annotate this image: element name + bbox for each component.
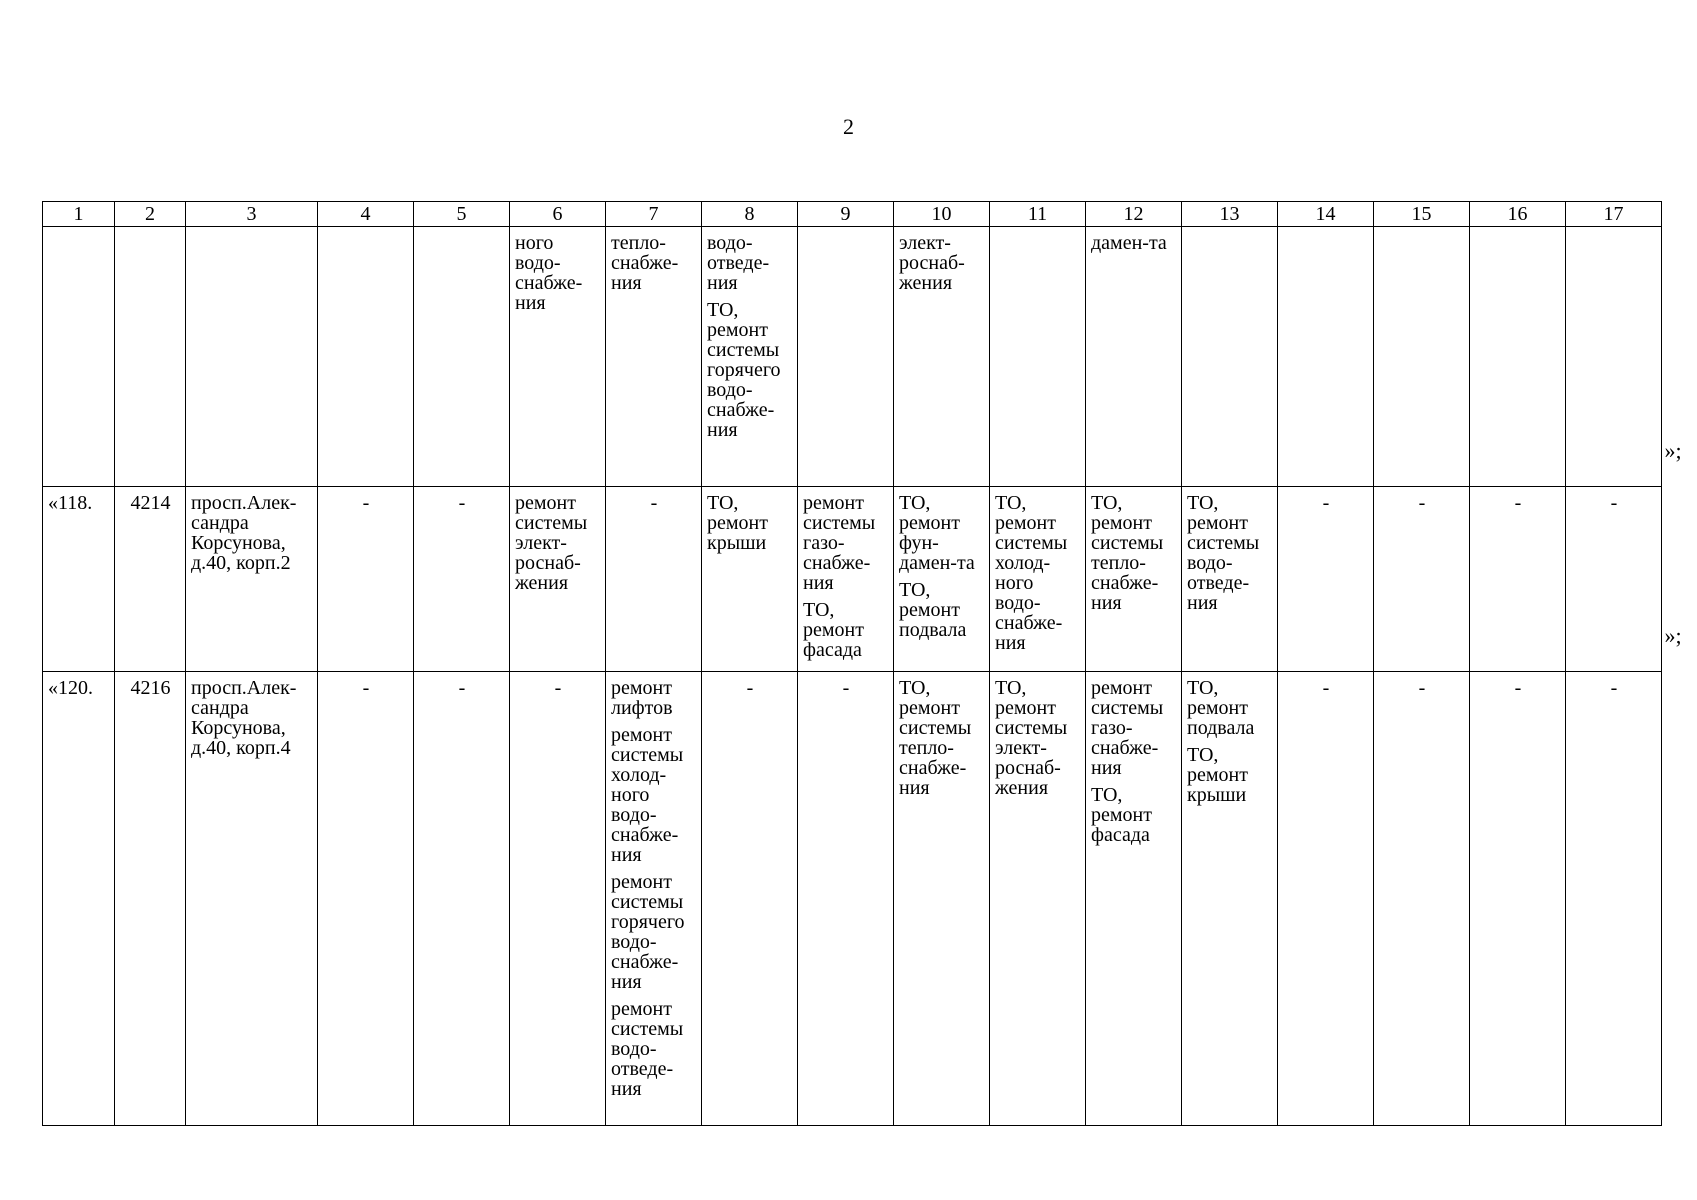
cell-entry: - [1418,492,1426,514]
table-cell-col-2 [115,487,186,672]
table-cell-col-4 [318,227,414,487]
cell-entry: - [746,677,754,699]
cell-entry: «118. [48,492,93,514]
table-cell-col-4 [318,672,414,1126]
table-cell-col-13 [1182,672,1278,1126]
cell-entry: ТО, ремонт крыши [707,492,768,554]
cell-entry: - [458,677,466,699]
table-cell-col-12 [1086,227,1182,487]
table-cell-col-8 [702,487,798,672]
cell-entry: элект-роснаб-жения [899,232,965,294]
table-cell-col-3 [186,672,318,1126]
table-cell-col-6 [510,672,606,1126]
table-cell-col-14 [1278,227,1374,487]
table-cell-col-3 [186,227,318,487]
cell-entry: 4214 [130,492,171,514]
cell-entry: ТО, ремонт системы водо-отведе-ния [1187,492,1260,614]
column-number-7: 7 [606,202,702,227]
column-number-10: 10 [894,202,990,227]
cell-entry: ТО, ремонт фасада [1091,784,1152,846]
cell-entry: ТО, ремонт подвала [1187,677,1255,739]
column-number-3: 3 [186,202,318,227]
table-cell-col-11 [990,487,1086,672]
cell-entry: дамен-та [1091,232,1167,254]
row-terminator: »; [1664,437,1682,463]
cell-entry: ремонт системы газо-снабже-ния [803,492,876,594]
column-number-5: 5 [414,202,510,227]
column-number-12: 12 [1086,202,1182,227]
cell-entry: ремонт системы водо-отведе-ния [611,998,684,1100]
cell-entry: - [1418,677,1426,699]
cell-entry: ТО, ремонт фун-дамен-та [899,492,975,574]
table-cell-col-9 [798,672,894,1126]
table-cell-col-6 [510,227,606,487]
cell-entry: ремонт лифтов [611,677,673,719]
table-cell-col-15 [1374,487,1470,672]
cell-entry: водо-отведе-ния [707,232,770,294]
table-cell-col-5 [414,487,510,672]
table-cell-col-9 [798,487,894,672]
column-number-1: 1 [43,202,115,227]
cell-entry: ремонт системы элект-роснаб-жения [515,492,588,594]
table-cell-col-16 [1470,672,1566,1126]
column-number-9: 9 [798,202,894,227]
cell-entry: - [362,677,370,699]
table-cell-col-10 [894,487,990,672]
column-number-16: 16 [1470,202,1566,227]
table-cell-col-11 [990,227,1086,487]
table-cell-col-10 [894,227,990,487]
table-cell-col-12 [1086,672,1182,1126]
cell-entry: - [1514,677,1522,699]
cell-entry: «120. [48,677,93,699]
column-number-6: 6 [510,202,606,227]
table-cell-col-7 [606,487,702,672]
table-cell-col-13 [1182,227,1278,487]
table-cell-col-16 [1470,227,1566,487]
table-cell-col-1 [43,487,115,672]
column-number-4: 4 [318,202,414,227]
column-number-13: 13 [1182,202,1278,227]
cell-entry: - [1514,492,1522,514]
cell-entry: - [842,677,850,699]
page-number: 2 [843,114,854,139]
column-number-8: 8 [702,202,798,227]
table-cell-col-3 [186,487,318,672]
cell-entry: ТО, ремонт системы тепло-снабже-ния [899,677,972,799]
table-cell-col-2 [115,227,186,487]
table-cell-col-6 [510,487,606,672]
table-cell-col-14 [1278,672,1374,1126]
cell-entry: - [362,492,370,514]
table-cell-col-16 [1470,487,1566,672]
table-cell-col-11 [990,672,1086,1126]
register-table [42,201,1662,1126]
table-cell-col-14 [1278,487,1374,672]
table-cell-col-17 [1566,672,1662,1126]
column-number-14: 14 [1278,202,1374,227]
cell-entry: ТО, ремонт системы тепло-снабже-ния [1091,492,1164,614]
table-cell-col-15 [1374,672,1470,1126]
table-cell-col-15 [1374,227,1470,487]
column-number-11: 11 [990,202,1086,227]
cell-entry: - [1610,677,1618,699]
table-cell-col-8 [702,227,798,487]
cell-entry: ТО, ремонт подвала [899,579,967,641]
table-cell-col-10 [894,672,990,1126]
cell-entry: просп.Алек-сандра Корсунова, д.40, корп.2 [191,492,297,574]
cell-entry: - [1610,492,1618,514]
cell-entry: просп.Алек-сандра Корсунова, д.40, корп.4 [191,677,297,759]
table-cell-col-12 [1086,487,1182,672]
table-row-continuation [43,227,1662,487]
cell-entry: - [458,492,466,514]
table-cell-col-1 [43,672,115,1126]
cell-entry: ТО, ремонт системы холод-ного водо-снабже-ния [995,492,1068,654]
cell-entry: тепло-снабже-ния [611,232,679,294]
table-cell-col-7 [606,227,702,487]
table-row-120 [43,672,1662,1126]
table-cell-col-5 [414,227,510,487]
cell-entry: ремонт системы горячего водо-снабже-ния [611,871,685,993]
table-cell-col-9 [798,227,894,487]
cell-entry: - [650,492,658,514]
table-cell-col-17 [1566,227,1662,487]
column-number-17: 17 [1566,202,1662,227]
table-cell-col-8 [702,672,798,1126]
table-cell-col-4 [318,487,414,672]
table-cell-col-1 [43,227,115,487]
cell-entry: ТО, ремонт системы горячего водо-снабже-ния [707,299,781,441]
row-terminator: »; [1664,622,1682,648]
cell-entry: ТО, ремонт крыши [1187,744,1248,806]
cell-entry: ремонт системы газо-снабже-ния [1091,677,1164,779]
cell-entry: - [1322,677,1330,699]
table-cell-col-13 [1182,487,1278,672]
column-number-row [43,202,1662,227]
cell-entry: 4216 [130,677,171,699]
column-number-2: 2 [115,202,186,227]
cell-entry: - [1322,492,1330,514]
cell-entry: ремонт системы холод-ного водо-снабже-ния [611,724,684,866]
table-row-118 [43,487,1662,672]
cell-entry: - [554,677,562,699]
table-cell-col-2 [115,672,186,1126]
table-cell-col-17 [1566,487,1662,672]
table-cell-col-5 [414,672,510,1126]
column-number-15: 15 [1374,202,1470,227]
cell-entry: ТО, ремонт системы элект-роснаб-жения [995,677,1068,799]
cell-entry: ТО, ремонт фасада [803,599,864,661]
cell-entry: ного водо-снабже-ния [515,232,583,314]
table-cell-col-7 [606,672,702,1126]
